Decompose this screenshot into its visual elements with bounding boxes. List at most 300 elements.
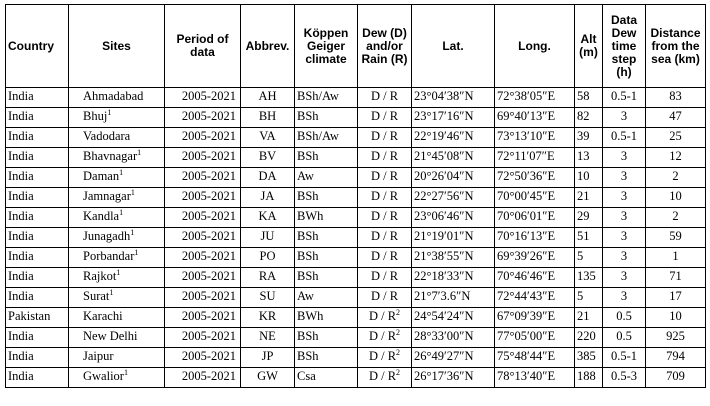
dew-rain-footnote: 2 <box>396 327 401 337</box>
dew-rain-text: D / R <box>368 329 397 343</box>
site-text: Bhavnagar <box>83 149 138 163</box>
abbrev-text: DA <box>258 169 277 183</box>
abbrev-text: JA <box>260 189 275 203</box>
dew-rain-text: D / R <box>370 89 399 103</box>
alt-text: 58 <box>577 89 590 103</box>
cell-distance <box>646 268 706 288</box>
cell-dew-rain <box>358 148 412 168</box>
cell-alt <box>575 268 603 288</box>
cell-site <box>69 128 165 148</box>
climate-text: BSh <box>297 229 319 243</box>
cell-country <box>6 208 69 228</box>
cell-abbrev <box>241 248 295 268</box>
period-text: 2005-2021 <box>181 249 236 263</box>
site-footnote: 1 <box>109 287 114 297</box>
site-footnote: 1 <box>134 247 139 257</box>
site-text: Rajkot <box>83 269 117 283</box>
dew-rain-text: D / R <box>370 149 399 163</box>
period-text: 2005-2021 <box>181 229 236 243</box>
alt-text: 5 <box>577 289 584 303</box>
table-row <box>6 288 706 308</box>
long-text: 70°06′01″E <box>497 209 556 223</box>
time-step-text: 3 <box>620 289 628 303</box>
cell-lat <box>412 308 495 328</box>
cell-alt <box>575 368 603 388</box>
climate-text: BSh <box>297 249 319 263</box>
climate-text: BSh/Aw <box>297 89 339 103</box>
cell-alt <box>575 348 603 368</box>
cell-abbrev <box>241 128 295 148</box>
climate-text: BWh <box>297 309 324 323</box>
cell-abbrev <box>241 368 295 388</box>
table-body <box>6 88 706 388</box>
time-step-text: 0.5 <box>616 329 632 343</box>
cell-lat <box>412 248 495 268</box>
cell-long <box>495 188 575 208</box>
header-abbrev: Abbrev. <box>241 5 295 88</box>
cell-distance <box>646 308 706 328</box>
site-text: Bhuj <box>83 109 108 123</box>
distance-text: 71 <box>669 269 682 283</box>
cell-climate <box>295 328 358 348</box>
site-footnote: 1 <box>130 187 135 197</box>
header-climate: Köppen Geiger climate <box>295 5 358 88</box>
period-text: 2005-2021 <box>181 349 236 363</box>
abbrev-text: BV <box>258 149 277 163</box>
cell-site <box>69 268 165 288</box>
long-text: 67°09′39″E <box>497 309 556 323</box>
lat-text: 20°26′04″N <box>414 169 474 183</box>
cell-time-step <box>603 308 646 328</box>
distance-text: 25 <box>669 129 682 143</box>
abbrev-text: AH <box>258 89 277 103</box>
cell-country <box>6 368 69 388</box>
dew-rain-text: D / R <box>368 349 397 363</box>
site-text: Jamnagar <box>83 189 131 203</box>
cell-abbrev <box>241 88 295 108</box>
header-dew-rain: Dew (D) and/or Rain (R) <box>358 5 412 88</box>
site-text: Junagadh <box>83 229 131 243</box>
cell-period <box>165 228 241 248</box>
time-step-text: 0.5 <box>616 309 632 323</box>
alt-text: 13 <box>577 149 590 163</box>
table-row <box>6 268 706 288</box>
distance-text: 925 <box>666 329 685 343</box>
dew-rain-text: D / R <box>370 249 399 263</box>
climate-text: Aw <box>297 169 314 183</box>
cell-abbrev <box>241 348 295 368</box>
period-text: 2005-2021 <box>181 369 236 383</box>
cell-time-step <box>603 368 646 388</box>
cell-lat <box>412 208 495 228</box>
cell-time-step <box>603 208 646 228</box>
cell-time-step <box>603 108 646 128</box>
country-text: India <box>8 149 34 163</box>
long-text: 70°00′45″E <box>497 189 556 203</box>
cell-dew-rain <box>358 208 412 228</box>
cell-period <box>165 348 241 368</box>
country-text: India <box>8 169 34 183</box>
cell-distance <box>646 188 706 208</box>
cell-site <box>69 108 165 128</box>
table-row <box>6 188 706 208</box>
header-row <box>6 5 706 88</box>
dew-rain-footnote: 2 <box>396 347 401 357</box>
cell-country <box>6 268 69 288</box>
header-period: Period of data <box>165 5 241 88</box>
cell-alt <box>575 168 603 188</box>
period-text: 2005-2021 <box>181 269 236 283</box>
site-footnote: 1 <box>107 107 112 117</box>
cell-country <box>6 108 69 128</box>
long-text: 69°40′13″E <box>497 109 556 123</box>
distance-text: 10 <box>669 309 682 323</box>
period-text: 2005-2021 <box>181 329 236 343</box>
cell-abbrev <box>241 148 295 168</box>
country-text: India <box>8 269 34 283</box>
dew-rain-text: D / R <box>370 109 399 123</box>
alt-text: 188 <box>577 369 596 383</box>
cell-long <box>495 328 575 348</box>
cell-period <box>165 288 241 308</box>
distance-text: 12 <box>669 149 682 163</box>
abbrev-text: PO <box>259 249 276 263</box>
climate-text: BSh <box>297 269 319 283</box>
period-text: 2005-2021 <box>181 209 236 223</box>
cell-climate <box>295 308 358 328</box>
alt-text: 220 <box>577 329 596 343</box>
site-footnote: 1 <box>123 367 128 377</box>
cell-alt <box>575 128 603 148</box>
header-country: Country <box>6 5 69 88</box>
cell-alt <box>575 288 603 308</box>
alt-text: 39 <box>577 129 590 143</box>
alt-text: 21 <box>577 189 590 203</box>
climate-text: BSh <box>297 329 319 343</box>
cell-period <box>165 188 241 208</box>
cell-site <box>69 288 165 308</box>
cell-site <box>69 368 165 388</box>
long-text: 75°48′44″E <box>497 349 556 363</box>
cell-site <box>69 248 165 268</box>
cell-dew-rain <box>358 288 412 308</box>
table-row <box>6 108 706 128</box>
cell-period <box>165 108 241 128</box>
country-text: India <box>8 289 34 303</box>
dew-rain-footnote: 2 <box>396 367 401 377</box>
climate-text: BSh <box>297 109 319 123</box>
header-time-step: Data Dew time step (h) <box>603 5 646 88</box>
lat-text: 26°49′27″N <box>414 349 474 363</box>
cell-site <box>69 348 165 368</box>
cell-climate <box>295 248 358 268</box>
time-step-text: 0.5-3 <box>610 369 638 383</box>
lat-text: 21°38′55″N <box>414 249 474 263</box>
cell-distance <box>646 168 706 188</box>
dew-rain-text: D / R <box>370 229 399 243</box>
cell-site <box>69 188 165 208</box>
cell-dew-rain <box>358 88 412 108</box>
cell-abbrev <box>241 228 295 248</box>
cell-time-step <box>603 88 646 108</box>
site-text: Vadodara <box>83 129 131 143</box>
cell-climate <box>295 288 358 308</box>
lat-text: 21°19′01″N <box>414 229 474 243</box>
cell-lat <box>412 368 495 388</box>
abbrev-text: RA <box>258 269 277 283</box>
cell-dew-rain <box>358 268 412 288</box>
table-row <box>6 228 706 248</box>
cell-distance <box>646 208 706 228</box>
table-row <box>6 208 706 228</box>
cell-alt <box>575 148 603 168</box>
climate-text: Csa <box>297 369 316 383</box>
table-row <box>6 348 706 368</box>
site-text: Jaipur <box>83 349 114 363</box>
time-step-text: 3 <box>620 209 628 223</box>
lat-text: 22°19′46″N <box>414 129 474 143</box>
cell-distance <box>646 348 706 368</box>
alt-text: 51 <box>577 229 590 243</box>
cell-lat <box>412 88 495 108</box>
cell-dew-rain <box>358 248 412 268</box>
cell-country <box>6 248 69 268</box>
site-footnote: 1 <box>130 227 135 237</box>
cell-dew-rain <box>358 228 412 248</box>
cell-climate <box>295 148 358 168</box>
long-text: 77°05′00″E <box>497 329 556 343</box>
lat-text: 22°27′56″N <box>414 189 474 203</box>
period-text: 2005-2021 <box>181 129 236 143</box>
cell-long <box>495 308 575 328</box>
distance-text: 17 <box>669 289 682 303</box>
cell-lat <box>412 328 495 348</box>
cell-distance <box>646 108 706 128</box>
cell-climate <box>295 168 358 188</box>
cell-period <box>165 308 241 328</box>
cell-time-step <box>603 248 646 268</box>
country-text: India <box>8 369 34 383</box>
cell-dew-rain <box>358 128 412 148</box>
sites-table <box>5 4 706 388</box>
cell-long <box>495 208 575 228</box>
country-text: India <box>8 349 34 363</box>
cell-country <box>6 168 69 188</box>
table-row <box>6 308 706 328</box>
cell-time-step <box>603 148 646 168</box>
cell-dew-rain <box>358 188 412 208</box>
cell-long <box>495 88 575 108</box>
cell-alt <box>575 248 603 268</box>
dew-rain-text: D / R <box>370 209 399 223</box>
climate-text: BSh <box>297 349 319 363</box>
cell-distance <box>646 228 706 248</box>
cell-period <box>165 248 241 268</box>
cell-distance <box>646 148 706 168</box>
cell-distance <box>646 328 706 348</box>
table-row <box>6 148 706 168</box>
cell-long <box>495 248 575 268</box>
distance-text: 47 <box>669 109 682 123</box>
cell-country <box>6 148 69 168</box>
long-text: 69°39′26″E <box>497 249 556 263</box>
country-text: Pakistan <box>8 309 51 323</box>
time-step-text: 3 <box>620 169 628 183</box>
cell-lat <box>412 168 495 188</box>
cell-distance <box>646 288 706 308</box>
cell-abbrev <box>241 308 295 328</box>
long-text: 70°16′13″E <box>497 229 556 243</box>
cell-abbrev <box>241 268 295 288</box>
period-text: 2005-2021 <box>181 309 236 323</box>
abbrev-text: SU <box>259 289 276 303</box>
cell-long <box>495 348 575 368</box>
period-text: 2005-2021 <box>181 149 236 163</box>
alt-text: 82 <box>577 109 590 123</box>
cell-distance <box>646 128 706 148</box>
cell-long <box>495 368 575 388</box>
cell-time-step <box>603 268 646 288</box>
site-text: Karachi <box>83 309 123 323</box>
cell-alt <box>575 228 603 248</box>
cell-lat <box>412 348 495 368</box>
cell-abbrev <box>241 108 295 128</box>
header-long: Long. <box>495 5 575 88</box>
cell-dew-rain <box>358 108 412 128</box>
alt-text: 385 <box>577 349 596 363</box>
cell-period <box>165 88 241 108</box>
cell-long <box>495 228 575 248</box>
cell-alt <box>575 108 603 128</box>
site-text: Kandla <box>83 209 120 223</box>
cell-period <box>165 128 241 148</box>
cell-period <box>165 328 241 348</box>
cell-long <box>495 168 575 188</box>
long-text: 72°11′07″E <box>497 149 555 163</box>
climate-text: BSh <box>297 189 319 203</box>
cell-site <box>69 308 165 328</box>
distance-text: 2 <box>672 209 679 223</box>
cell-dew-rain <box>358 348 412 368</box>
cell-country <box>6 188 69 208</box>
cell-climate <box>295 268 358 288</box>
cell-lat <box>412 288 495 308</box>
time-step-text: 3 <box>620 149 628 163</box>
time-step-text: 3 <box>620 249 628 263</box>
country-text: India <box>8 229 34 243</box>
cell-country <box>6 88 69 108</box>
time-step-text: 3 <box>620 269 628 283</box>
cell-time-step <box>603 348 646 368</box>
cell-abbrev <box>241 208 295 228</box>
lat-text: 22°18′33″N <box>414 269 474 283</box>
cell-lat <box>412 148 495 168</box>
distance-text: 10 <box>669 189 682 203</box>
climate-text: Aw <box>297 289 314 303</box>
dew-rain-text: D / R <box>370 189 399 203</box>
dew-rain-text: D / R <box>370 289 399 303</box>
lat-text: 23°06′46″N <box>414 209 474 223</box>
table-row <box>6 88 706 108</box>
cell-time-step <box>603 288 646 308</box>
cell-long <box>495 268 575 288</box>
time-step-text: 0.5-1 <box>610 129 638 143</box>
cell-lat <box>412 128 495 148</box>
cell-long <box>495 148 575 168</box>
cell-climate <box>295 208 358 228</box>
cell-dew-rain <box>358 168 412 188</box>
cell-climate <box>295 368 358 388</box>
cell-country <box>6 228 69 248</box>
site-footnote: 1 <box>137 147 142 157</box>
long-text: 73°13′10″E <box>497 129 556 143</box>
cell-dew-rain <box>358 308 412 328</box>
cell-site <box>69 88 165 108</box>
dew-rain-text: D / R <box>370 129 399 143</box>
abbrev-text: NE <box>259 329 276 343</box>
alt-text: 29 <box>577 209 590 223</box>
cell-time-step <box>603 328 646 348</box>
cell-abbrev <box>241 288 295 308</box>
alt-text: 21 <box>577 309 590 323</box>
country-text: India <box>8 329 34 343</box>
cell-period <box>165 148 241 168</box>
cell-country <box>6 308 69 328</box>
period-text: 2005-2021 <box>181 169 236 183</box>
dew-rain-text: D / R <box>368 309 397 323</box>
lat-text: 28°33′00″N <box>414 329 474 343</box>
cell-lat <box>412 108 495 128</box>
site-text: Ahmadabad <box>83 89 144 103</box>
site-text: Daman <box>83 169 120 183</box>
distance-text: 2 <box>672 169 679 183</box>
site-text: Gwalior <box>83 369 124 383</box>
cell-alt <box>575 308 603 328</box>
distance-text: 1 <box>672 249 679 263</box>
cell-alt <box>575 208 603 228</box>
cell-climate <box>295 128 358 148</box>
site-text: Surat <box>83 289 110 303</box>
site-text: New Delhi <box>83 329 138 343</box>
cell-period <box>165 268 241 288</box>
distance-text: 709 <box>666 369 685 383</box>
period-text: 2005-2021 <box>181 109 236 123</box>
site-footnote: 1 <box>119 167 124 177</box>
table-row <box>6 248 706 268</box>
lat-text: 21°45′08″N <box>414 149 474 163</box>
time-step-text: 3 <box>620 189 628 203</box>
cell-dew-rain <box>358 368 412 388</box>
cell-time-step <box>603 168 646 188</box>
long-text: 72°38′05″E <box>497 89 556 103</box>
cell-time-step <box>603 188 646 208</box>
dew-rain-footnote: 2 <box>396 307 401 317</box>
site-text: Porbandar <box>83 249 135 263</box>
cell-country <box>6 328 69 348</box>
alt-text: 10 <box>577 169 590 183</box>
cell-country <box>6 288 69 308</box>
cell-long <box>495 128 575 148</box>
period-text: 2005-2021 <box>181 189 236 203</box>
time-step-text: 3 <box>620 229 628 243</box>
cell-climate <box>295 348 358 368</box>
cell-climate <box>295 228 358 248</box>
climate-text: BSh/Aw <box>297 129 339 143</box>
abbrev-text: VA <box>259 129 276 143</box>
cell-alt <box>575 88 603 108</box>
cell-alt <box>575 188 603 208</box>
site-footnote: 1 <box>116 267 121 277</box>
